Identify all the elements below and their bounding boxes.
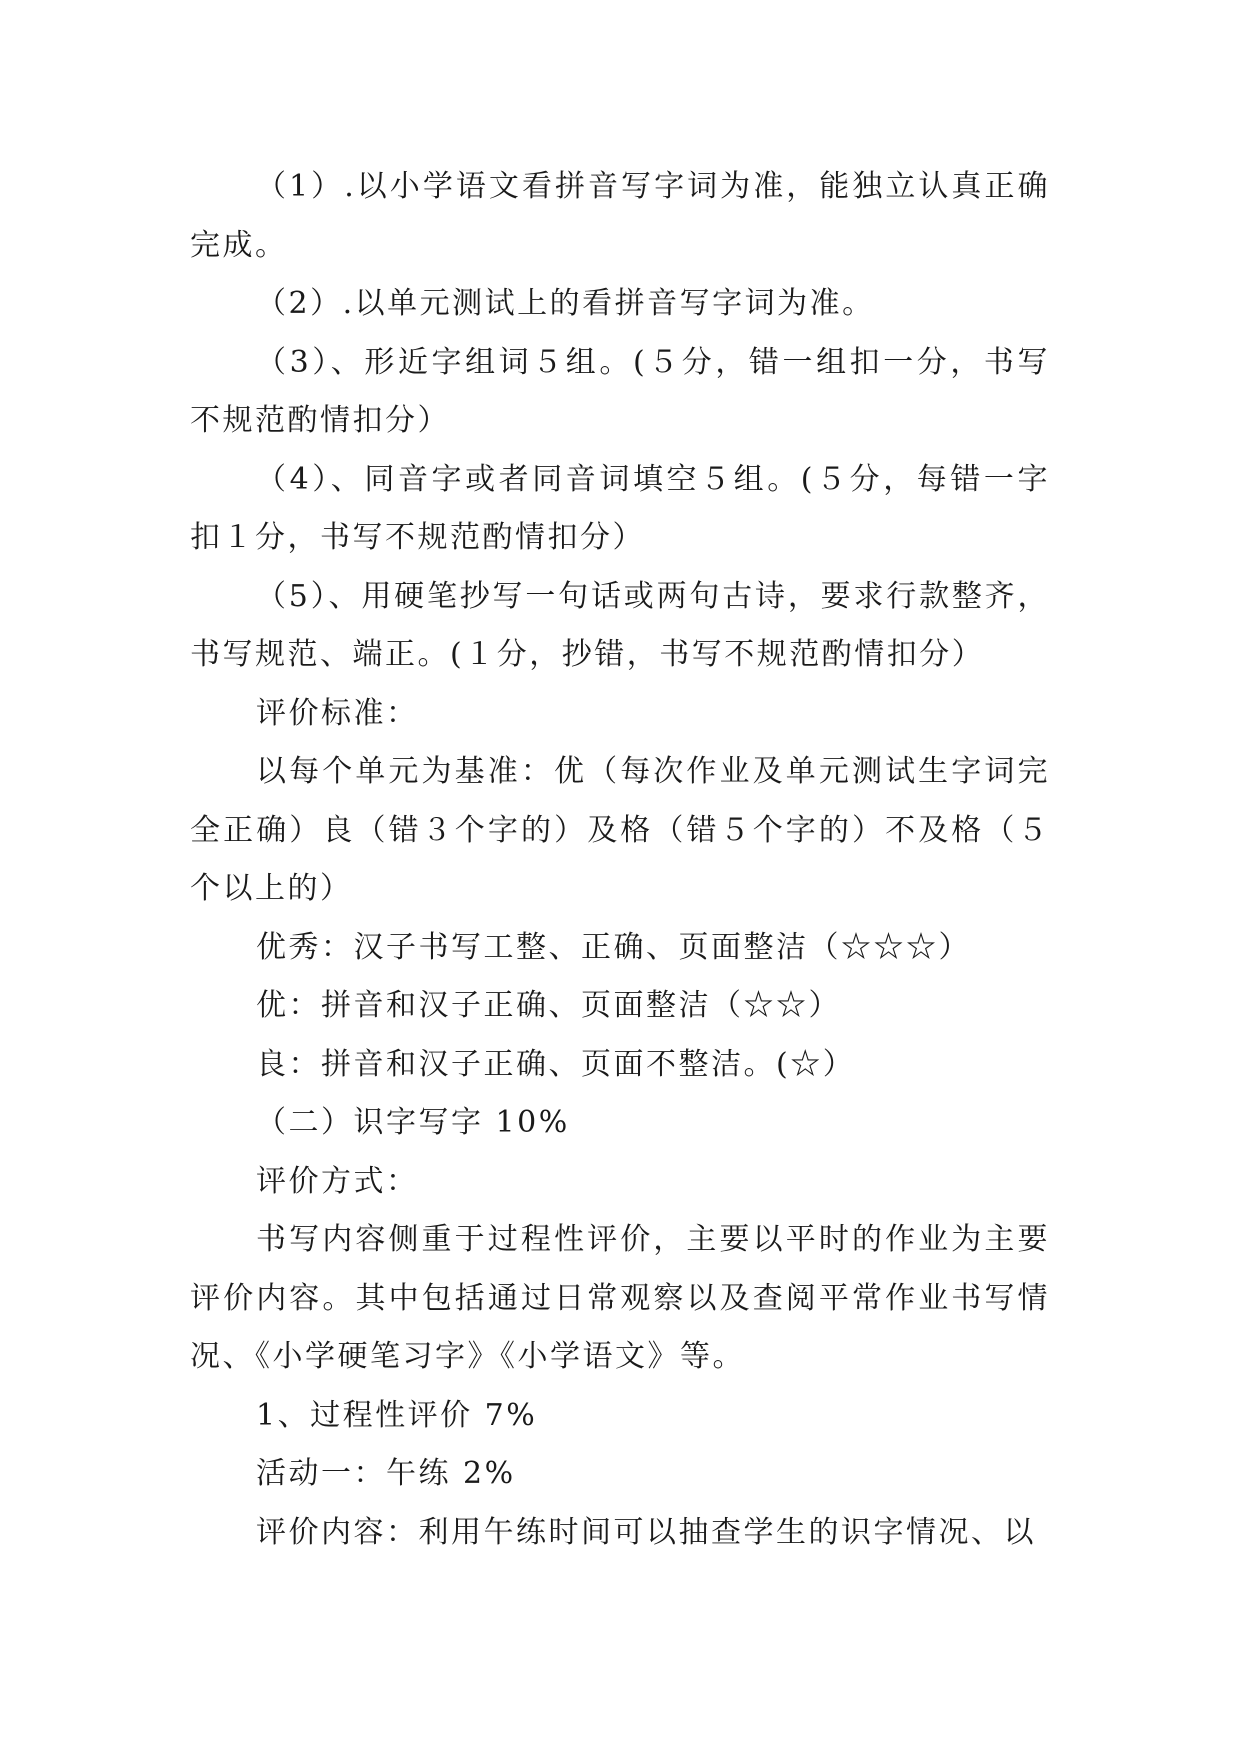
section-heading-literacy-writing: （二）识字写字 10% [256,1105,570,1140]
grade-good: 优：拼音和汉子正确、页面整洁（☆☆） [256,988,841,1023]
section-heading-evaluation-criteria: 评价标准： [256,695,419,731]
paragraph-item-1: （1）.以小学语文看拼音写字词为准，能独立认真正确完成。 [190,169,1050,263]
grade-fair: 良：拼音和汉子正确、页面不整洁。(☆） [256,1046,856,1082]
paragraph-item-4: （4）、同音字或者同音词填空５组。(５分，每错一字扣１分，书写不规范酌情扣分） [190,461,1050,555]
section-heading-evaluation-method: 评价方式： [256,1163,419,1199]
paragraph-grading-basis: 以每个单元为基准：优（每次作业及单元测试生字词完全正确）良（错３个字的）及格（错５个字的）不及格（５个以上的） [190,754,1050,906]
grade-excellent: 优秀：汉子书写工整、正确、页面整洁（☆☆☆） [256,929,971,965]
paragraph-item-2: （2）.以单元测试上的看拼音写字词为准。 [256,286,875,321]
section-heading-process-evaluation: 1、过程性评价 7% [256,1397,538,1433]
paragraph-item-3: （3）、形近字组词５组。(５分，错一组扣一分，书写不规范酌情扣分） [190,344,1050,438]
activity-heading-noon-practice: 活动一：午练 2% [256,1456,516,1491]
paragraph-evaluation-content: 评价内容：利用午练时间可以抽查学生的识字情况、以 [256,1514,1036,1550]
paragraph-item-5: （5）、用硬笔抄写一句话或两句古诗，要求行款整齐，书写规范、端正。(１分，抄错，书写不规范酌情扣分） [190,578,1050,672]
document-body [190,158,1050,1562]
paragraph-evaluation-method: 书写内容侧重于过程性评价，主要以平时的作业为主要评价内容。其中包括通过日常观察以及查阅平常作业书写情况、《小学硬笔习字》《小学语文》等。 [190,1222,1050,1374]
